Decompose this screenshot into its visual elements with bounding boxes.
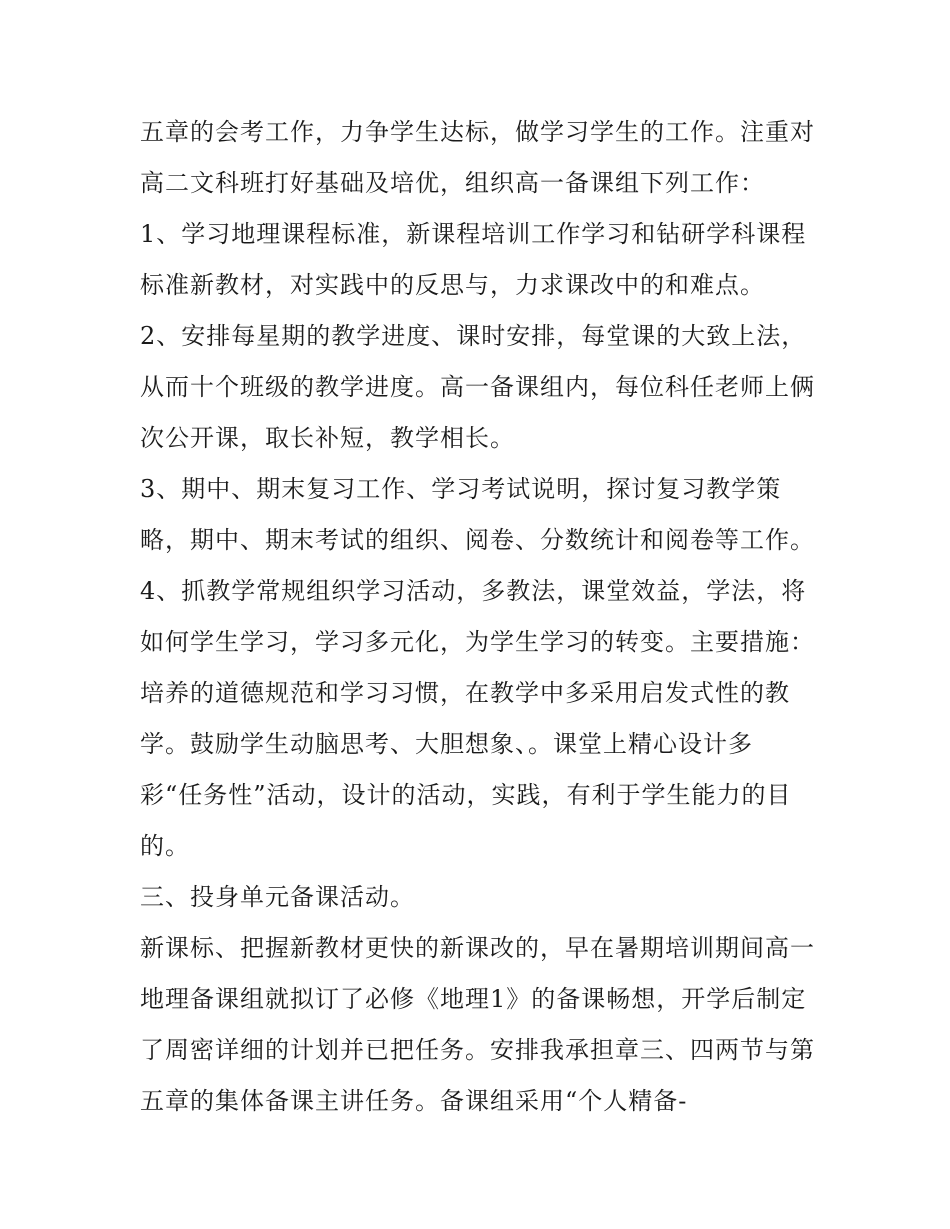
text-line: 五章的会考工作，力争学生达标，做学习学生的工作。注重对: [140, 118, 815, 146]
text-line: 3、期中、期末复习工作、学习考试说明，探讨复习教学策: [140, 475, 782, 503]
text-line: 略，期中、期末考试的组织、阅卷、分数统计和阅卷等工作。: [140, 526, 815, 554]
text-line: 地理备课组就拟订了必修《地理1》的备课畅想，开学后制定: [140, 985, 807, 1013]
text-line: 1、学习地理课程标准，新课程培训工作学习和钻研学科课程: [140, 220, 807, 248]
text-line: 2、安排每星期的教学进度、课时安排，每堂课的大致上法，: [140, 322, 807, 350]
text-line: 彩“任务性”活动，设计的活动，实践，有利于学生能力的目: [140, 781, 792, 809]
text-line: 如何学生学习，学习多元化，为学生学习的转变。主要措施：: [140, 628, 815, 656]
text-line: 了周密详细的计划并已把任务。安排我承担章三、四两节与第: [140, 1036, 815, 1064]
text-line: 高二文科班打好基础及培优，组织高一备课组下列工作：: [140, 169, 765, 197]
text-line: 次公开课，取长补短，教学相长。: [140, 424, 515, 452]
text-line: 的。: [140, 832, 190, 860]
body-text: [140, 107, 820, 1127]
text-line: 五章的集体备课主讲任务。备课组采用“个人精备-: [140, 1087, 688, 1115]
text-line: 三、投身单元备课活动。: [140, 883, 415, 911]
text-line: 学。鼓励学生动脑思考、大胆想象、。课堂上精心设计多: [140, 730, 753, 758]
text-line: 4、抓教学常规组织学习活动，多教法，课堂效益，学法，将: [140, 577, 807, 605]
text-line: 培养的道德规范和学习习惯，在教学中多采用启发式性的教: [140, 679, 790, 707]
text-line: 从而十个班级的教学进度。高一备课组内，每位科任老师上俩: [140, 373, 815, 401]
text-line: 新课标、把握新教材更快的新课改的，早在暑期培训期间高一: [140, 934, 815, 962]
text-line: 标准新教材，对实践中的反思与，力求课改中的和难点。: [140, 271, 765, 299]
